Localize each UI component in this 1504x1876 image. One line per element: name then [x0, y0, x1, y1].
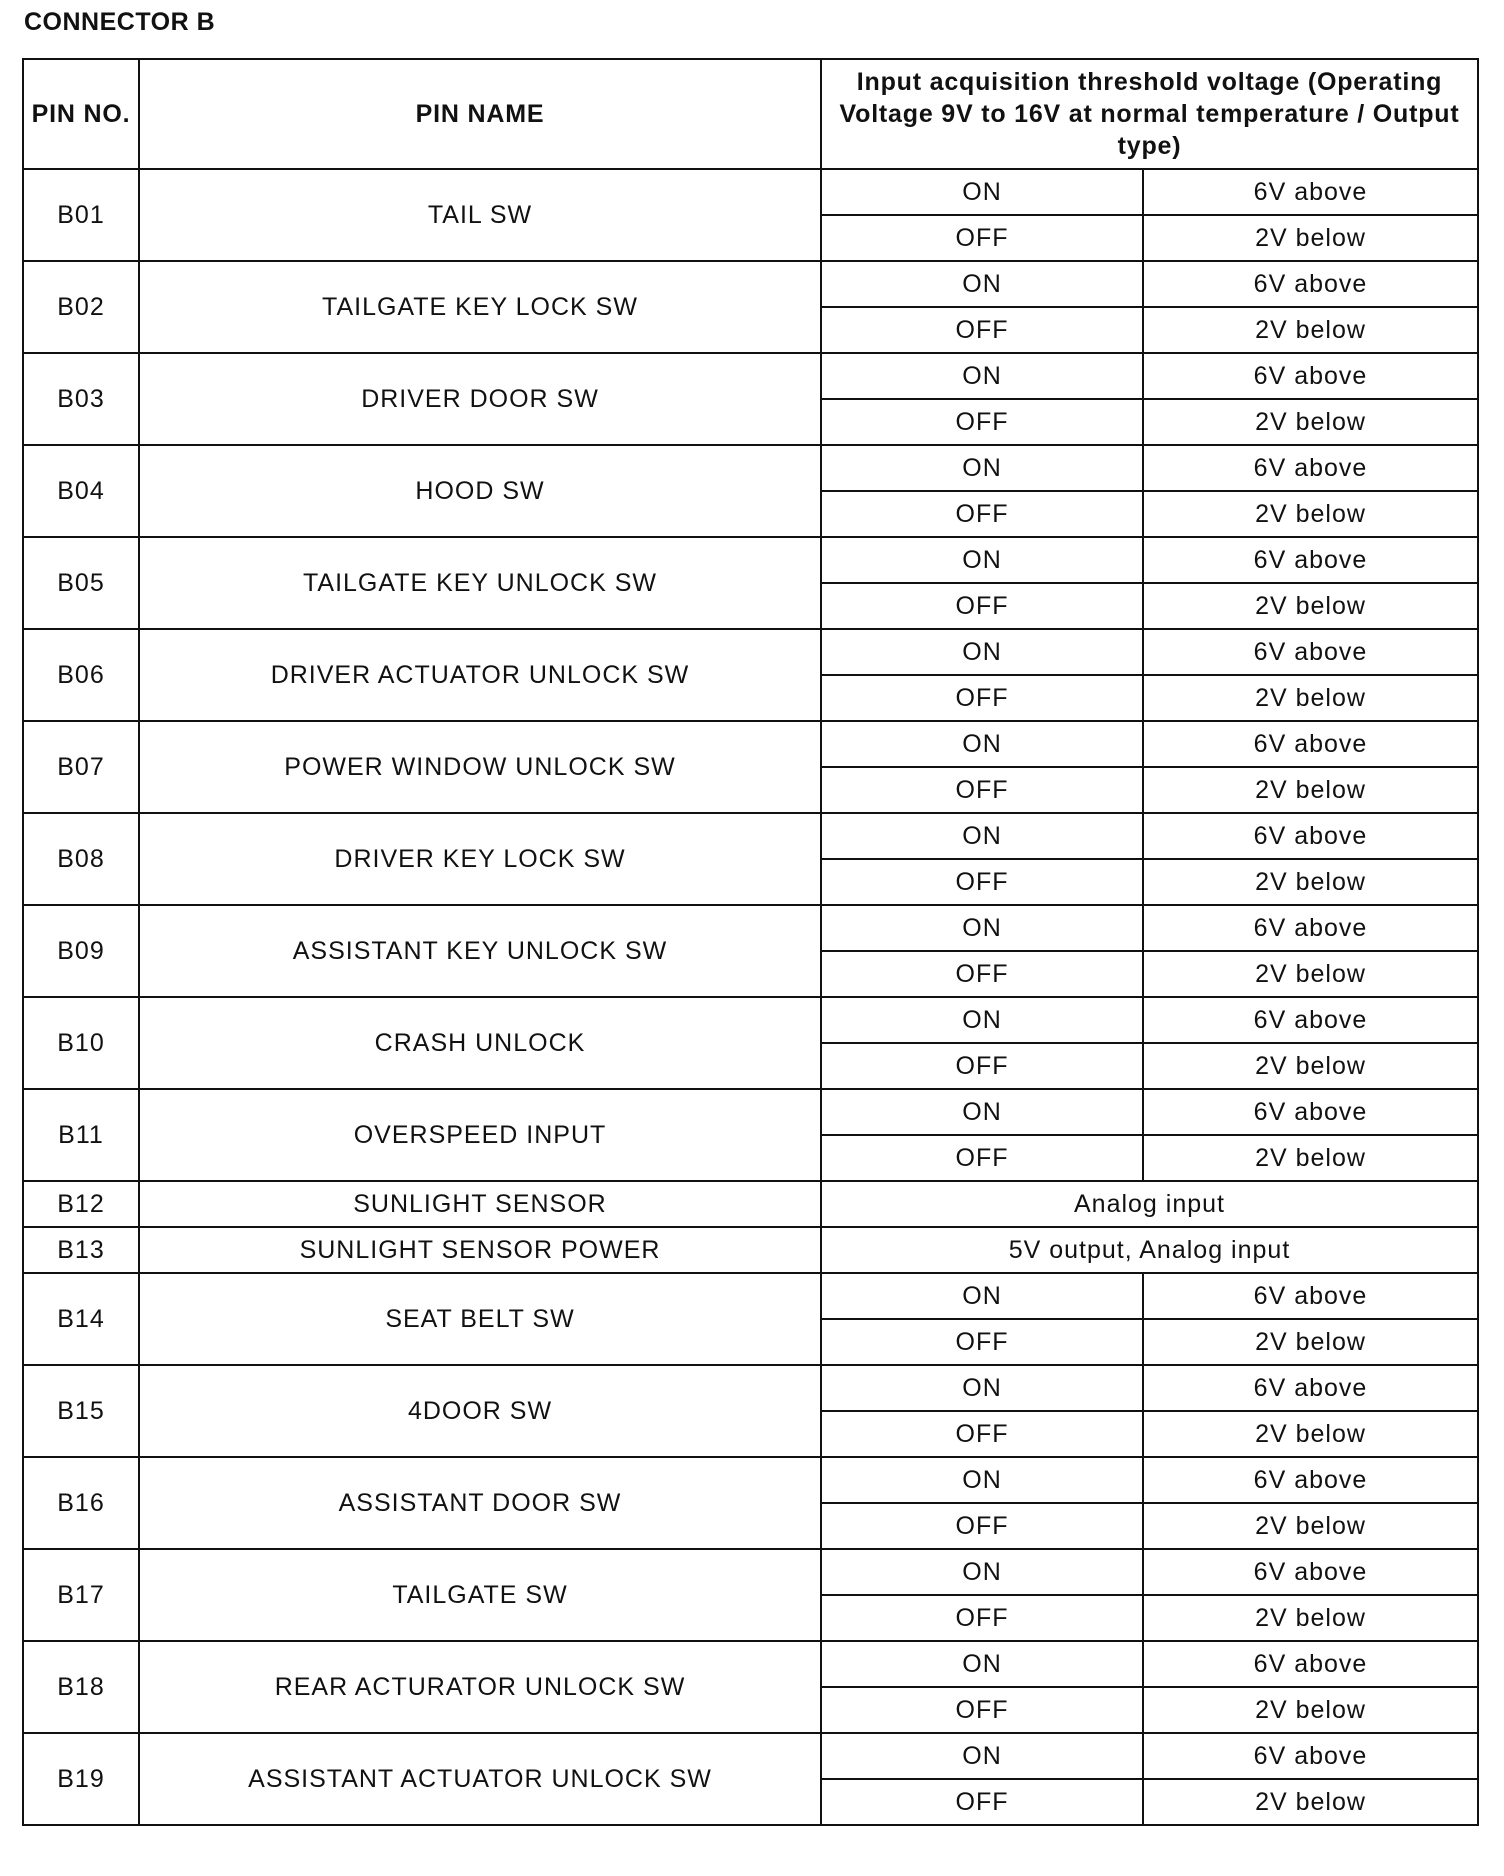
- state-label-off: OFF: [821, 307, 1143, 353]
- pin-number: B17: [23, 1549, 139, 1641]
- threshold-off: 2V below: [1143, 1043, 1478, 1089]
- table-row: [23, 1733, 1478, 1779]
- pin-name: DRIVER ACTUATOR UNLOCK SW: [139, 629, 821, 721]
- pin-name: ASSISTANT KEY UNLOCK SW: [139, 905, 821, 997]
- state-label-off: OFF: [821, 675, 1143, 721]
- pin-number: B14: [23, 1273, 139, 1365]
- state-label-on: ON: [821, 261, 1143, 307]
- pin-number: B09: [23, 905, 139, 997]
- threshold-off: 2V below: [1143, 951, 1478, 997]
- state-label-on: ON: [821, 445, 1143, 491]
- pin-number: B07: [23, 721, 139, 813]
- threshold-off: 2V below: [1143, 1135, 1478, 1181]
- threshold-on: 6V above: [1143, 1273, 1478, 1319]
- pin-number: B04: [23, 445, 139, 537]
- state-label-on: ON: [821, 629, 1143, 675]
- pin-name: TAILGATE KEY UNLOCK SW: [139, 537, 821, 629]
- pin-name: REAR ACTURATOR UNLOCK SW: [139, 1641, 821, 1733]
- table-row: [23, 261, 1478, 307]
- threshold-off: 2V below: [1143, 491, 1478, 537]
- state-label-on: ON: [821, 905, 1143, 951]
- state-label-on: ON: [821, 1365, 1143, 1411]
- header-threshold: Input acquisition threshold voltage (Operating Voltage 9V to 16V at normal temperature / Output type): [821, 59, 1478, 169]
- header-pin-name: PIN NAME: [139, 59, 821, 169]
- state-label-off: OFF: [821, 767, 1143, 813]
- pin-name: SEAT BELT SW: [139, 1273, 821, 1365]
- threshold-on: 6V above: [1143, 1733, 1478, 1779]
- state-label-on: ON: [821, 1733, 1143, 1779]
- pin-name: POWER WINDOW UNLOCK SW: [139, 721, 821, 813]
- threshold-on: 6V above: [1143, 1549, 1478, 1595]
- pin-number: B19: [23, 1733, 139, 1825]
- pin-name: ASSISTANT ACTUATOR UNLOCK SW: [139, 1733, 821, 1825]
- state-label-off: OFF: [821, 399, 1143, 445]
- state-label-on: ON: [821, 1273, 1143, 1319]
- state-label-off: OFF: [821, 1411, 1143, 1457]
- threshold-on: 6V above: [1143, 1365, 1478, 1411]
- state-label-on: ON: [821, 721, 1143, 767]
- pin-name: 4DOOR SW: [139, 1365, 821, 1457]
- table-row: [23, 445, 1478, 491]
- threshold-off: 2V below: [1143, 307, 1478, 353]
- pin-name: TAILGATE SW: [139, 1549, 821, 1641]
- table-row: [23, 1181, 1478, 1227]
- threshold-value: 5V output, Analog input: [821, 1227, 1478, 1273]
- pin-number: B13: [23, 1227, 139, 1273]
- threshold-on: 6V above: [1143, 353, 1478, 399]
- pin-number: B02: [23, 261, 139, 353]
- threshold-on: 6V above: [1143, 537, 1478, 583]
- threshold-on: 6V above: [1143, 905, 1478, 951]
- table-row: [23, 1273, 1478, 1319]
- state-label-on: ON: [821, 353, 1143, 399]
- threshold-on: 6V above: [1143, 1641, 1478, 1687]
- threshold-off: 2V below: [1143, 859, 1478, 905]
- page-title: CONNECTOR B: [24, 8, 216, 36]
- table-row: [23, 813, 1478, 859]
- header-pin-no: PIN NO.: [23, 59, 139, 169]
- pin-number: B16: [23, 1457, 139, 1549]
- threshold-off: 2V below: [1143, 1411, 1478, 1457]
- table-row: [23, 1089, 1478, 1135]
- state-label-off: OFF: [821, 491, 1143, 537]
- state-label-off: OFF: [821, 1043, 1143, 1089]
- threshold-off: 2V below: [1143, 1779, 1478, 1825]
- state-label-on: ON: [821, 537, 1143, 583]
- state-label-off: OFF: [821, 1687, 1143, 1733]
- header-row: [23, 59, 1478, 169]
- state-label-off: OFF: [821, 859, 1143, 905]
- state-label-on: ON: [821, 1641, 1143, 1687]
- threshold-on: 6V above: [1143, 1457, 1478, 1503]
- state-label-off: OFF: [821, 1319, 1143, 1365]
- threshold-off: 2V below: [1143, 1319, 1478, 1365]
- pin-number: B15: [23, 1365, 139, 1457]
- table-row: [23, 537, 1478, 583]
- table-row: [23, 905, 1478, 951]
- threshold-on: 6V above: [1143, 445, 1478, 491]
- table-row: [23, 1365, 1478, 1411]
- state-label-off: OFF: [821, 215, 1143, 261]
- state-label-off: OFF: [821, 583, 1143, 629]
- threshold-on: 6V above: [1143, 1089, 1478, 1135]
- state-label-off: OFF: [821, 951, 1143, 997]
- pin-number: B12: [23, 1181, 139, 1227]
- threshold-off: 2V below: [1143, 1595, 1478, 1641]
- pin-name: OVERSPEED INPUT: [139, 1089, 821, 1181]
- threshold-off: 2V below: [1143, 1687, 1478, 1733]
- state-label-on: ON: [821, 813, 1143, 859]
- threshold-off: 2V below: [1143, 1503, 1478, 1549]
- state-label-off: OFF: [821, 1779, 1143, 1825]
- pin-name: TAILGATE KEY LOCK SW: [139, 261, 821, 353]
- threshold-off: 2V below: [1143, 767, 1478, 813]
- threshold-on: 6V above: [1143, 169, 1478, 215]
- state-label-on: ON: [821, 1089, 1143, 1135]
- table-row: [23, 1227, 1478, 1273]
- pin-name: HOOD SW: [139, 445, 821, 537]
- threshold-on: 6V above: [1143, 997, 1478, 1043]
- table-row: [23, 353, 1478, 399]
- state-label-on: ON: [821, 1457, 1143, 1503]
- table-row: [23, 997, 1478, 1043]
- pin-number: B05: [23, 537, 139, 629]
- pin-number: B03: [23, 353, 139, 445]
- state-label-off: OFF: [821, 1503, 1143, 1549]
- pin-name: DRIVER KEY LOCK SW: [139, 813, 821, 905]
- pin-name: DRIVER DOOR SW: [139, 353, 821, 445]
- threshold-on: 6V above: [1143, 261, 1478, 307]
- state-label-off: OFF: [821, 1595, 1143, 1641]
- pin-number: B08: [23, 813, 139, 905]
- pin-name: ASSISTANT DOOR SW: [139, 1457, 821, 1549]
- threshold-value: Analog input: [821, 1181, 1478, 1227]
- table-row: [23, 1641, 1478, 1687]
- table-row: [23, 1457, 1478, 1503]
- pin-number: B10: [23, 997, 139, 1089]
- table-row: [23, 721, 1478, 767]
- threshold-off: 2V below: [1143, 399, 1478, 445]
- pin-name: SUNLIGHT SENSOR POWER: [139, 1227, 821, 1273]
- state-label-on: ON: [821, 169, 1143, 215]
- state-label-off: OFF: [821, 1135, 1143, 1181]
- state-label-on: ON: [821, 997, 1143, 1043]
- table-row: [23, 169, 1478, 215]
- threshold-on: 6V above: [1143, 721, 1478, 767]
- state-label-on: ON: [821, 1549, 1143, 1595]
- threshold-on: 6V above: [1143, 629, 1478, 675]
- pin-number: B11: [23, 1089, 139, 1181]
- pin-name: SUNLIGHT SENSOR: [139, 1181, 821, 1227]
- pin-name: CRASH UNLOCK: [139, 997, 821, 1089]
- pin-number: B06: [23, 629, 139, 721]
- connector-pin-table: [22, 58, 1479, 1826]
- threshold-off: 2V below: [1143, 583, 1478, 629]
- pin-number: B01: [23, 169, 139, 261]
- table-row: [23, 629, 1478, 675]
- pin-name: TAIL SW: [139, 169, 821, 261]
- table-body: [23, 169, 1478, 1825]
- pin-number: B18: [23, 1641, 139, 1733]
- threshold-on: 6V above: [1143, 813, 1478, 859]
- threshold-off: 2V below: [1143, 215, 1478, 261]
- threshold-off: 2V below: [1143, 675, 1478, 721]
- table-row: [23, 1549, 1478, 1595]
